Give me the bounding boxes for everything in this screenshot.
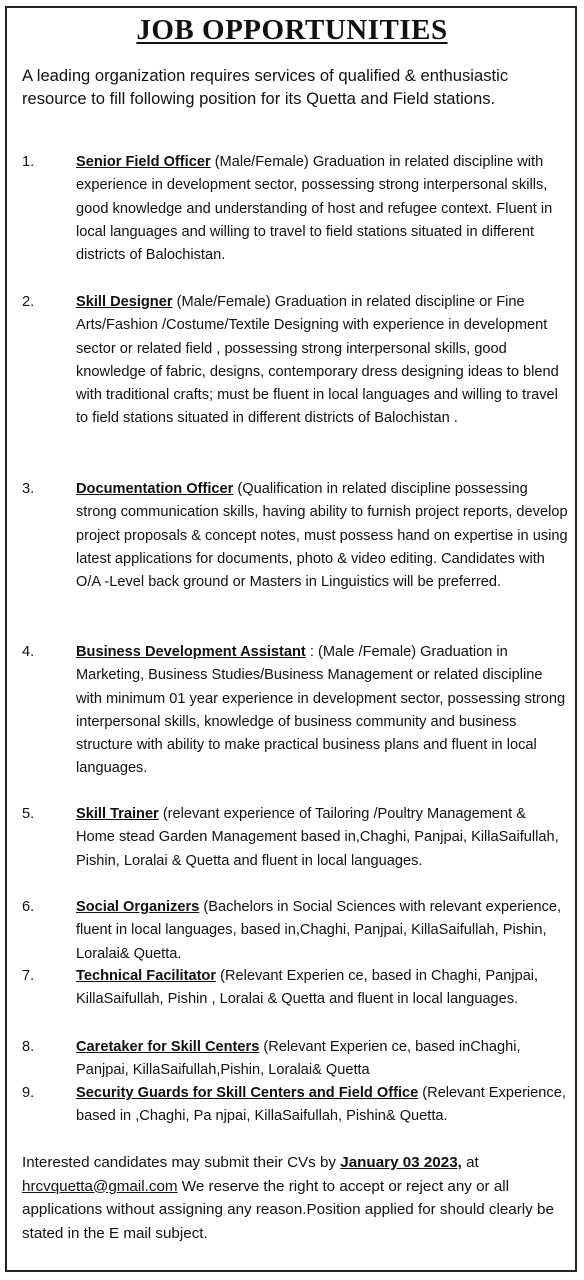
closing-text: Interested candidates may submit their CVs by — [22, 1154, 337, 1171]
position-details: (Relevant Experien ce, based in Chaghi, Panjpai, KillaSaifullah, Pishin , Loralai & Quetta and fluent in local languages. — [76, 968, 539, 1008]
position-item — [22, 1082, 568, 1129]
position-details: (Bachelors in Social Sciences with relevant experience, fluent in local languages, based in,Chaghi, Panjpai, KillaSaifullah, Pishin, Loralai& Quetta. — [76, 899, 562, 962]
position-title: Social Organizers — [76, 899, 200, 915]
position-details: Graduation in related discipline or Fine Arts/Fashion /Costume/Textile Designing with experience in development sector or related field , possessing strong interpersonal skills, good knowledge of fabric, designs, contemporary dress designing ideas to blend with traditional crafts; must be fluent in local languages and willing to travel to field stations situated in different districts of Balochistan . — [76, 294, 559, 427]
position-title: Documentation Officer — [76, 481, 234, 497]
position-item — [22, 965, 568, 1012]
position-number: 4. — [22, 644, 35, 660]
position-title: Skill Trainer — [76, 806, 159, 822]
position-details: (Relevant Experience, based in ,Chaghi, Pa njpai, KillaSaifullah, Pishin& Quetta. — [76, 1085, 566, 1125]
position-details: Graduation in Marketing, Business Studies/Business Management or related discipline with minimum 01 year experience in development sector, possessing strong interpersonal skills, knowledge of business community and business structure with ability to make practical business plans and fluent in local languages. — [76, 644, 566, 777]
position-number: 6. — [22, 899, 35, 915]
position-details: (relevant experience of Tailoring /Poultry Management & Home stead Garden Management based in,Chaghi, Panjpai, KillaSaifullah, Pishin, Loralai & Quetta and fluent in local languages. — [76, 806, 559, 869]
position-item — [22, 803, 568, 873]
position-item — [22, 896, 568, 966]
position-item — [22, 478, 568, 594]
deadline-date: January 03 2023, — [340, 1154, 462, 1171]
position-title: Caretaker for Skill Centers — [76, 1039, 260, 1055]
position-title: Technical Facilitator — [76, 968, 217, 984]
position-item — [22, 1036, 568, 1083]
position-number: 5. — [22, 806, 35, 822]
position-details: (Qualification in related discipline possessing strong communication skills, having ability to furnish project reports, develop project proposals & concept notes, must possess hand on expertise in using latest applications for documents, photo & video editing. Candidates with O/A -Level back ground or Masters in Linguistics will be preferred. — [76, 481, 568, 591]
position-details: Graduation in related discipline with experience in development sector, possessing strong interpersonal skills, good knowledge and understanding of host and refugee context. Fluent in local languages and willing to travel to field stations situated in different districts of Balochistan. — [76, 154, 553, 264]
closing-text-after: We reserve the right to accept or reject any or all applications without assigning any reason.Position applied for should clearly be stated in the E mail subject. — [22, 1177, 554, 1242]
intro-paragraph: A leading organization requires services of qualified & enthusiastic resource to fill following position for its Quetta and Field stations. — [22, 66, 509, 108]
position-title: Skill Designer — [76, 294, 173, 310]
position-number: 3. — [22, 481, 35, 497]
position-details: (Relevant Experien ce, based inChaghi, Panjpai, KillaSaifullah,Pishin, Loralai& Quetta — [76, 1039, 521, 1079]
closing-at: at — [466, 1154, 479, 1171]
position-gender: : (Male /Female) — [309, 644, 417, 660]
position-item — [22, 291, 568, 431]
email-link[interactable]: hrcvquetta@gmail.com — [22, 1177, 178, 1195]
position-number: 1. — [22, 154, 35, 170]
position-item — [22, 641, 568, 781]
position-title: Business Development Assistant — [76, 644, 306, 660]
position-number: 2. — [22, 294, 35, 310]
position-title: Security Guards for Skill Centers and Field Office — [76, 1085, 419, 1101]
position-gender: (Male/Female) — [214, 154, 309, 170]
position-number: 8. — [22, 1039, 35, 1055]
position-number: 9. — [22, 1085, 35, 1101]
position-item — [22, 151, 568, 267]
position-gender: (Male/Female) — [176, 294, 271, 310]
position-title: Senior Field Officer — [76, 154, 211, 170]
closing-paragraph — [22, 1151, 568, 1245]
page-title: JOB OPPORTUNITIES — [136, 14, 448, 46]
position-number: 7. — [22, 968, 35, 984]
